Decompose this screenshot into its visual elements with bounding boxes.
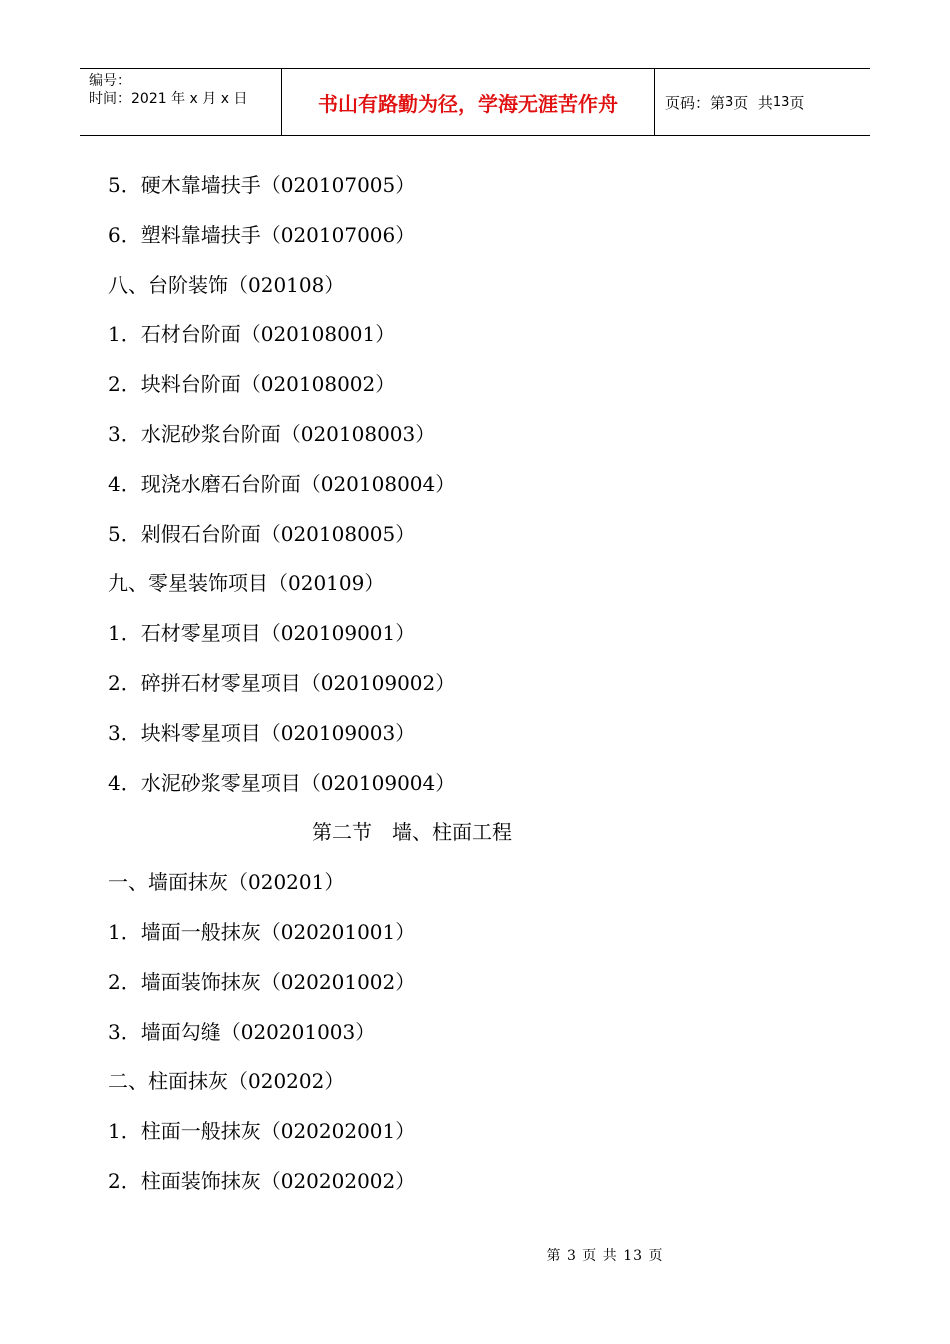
list-item: 2．块料台阶面（020108002）: [108, 372, 396, 397]
time-label: 时间：2021 年 x 月 x 日: [89, 91, 248, 107]
section-heading: 八、台阶装饰（020108）: [108, 272, 345, 297]
list-item: 1．石材台阶面（020108001）: [108, 322, 396, 347]
list-item: 5．剁假石台阶面（020108005）: [108, 521, 416, 546]
document-header: [80, 68, 870, 136]
list-item: 5．硬木靠墙扶手（020107005）: [108, 173, 416, 197]
section-heading: 二、柱面抹灰（020202）: [108, 1069, 345, 1094]
list-item: 6．塑料靠墙扶手（020107006）: [108, 222, 416, 247]
page-info-suffix: 页: [789, 93, 805, 112]
serial-label: 编号：: [89, 73, 131, 89]
page-footer: 第 3 页 共 13 页: [546, 1248, 664, 1264]
list-item: 4．水泥砂浆零星项目（020109004）: [108, 770, 456, 795]
list-item: 3．块料零星项目（020109003）: [108, 720, 416, 745]
chapter-title: 第二节 墙、柱面工程: [312, 820, 512, 845]
section-heading: 一、墙面抹灰（020201）: [108, 870, 345, 895]
list-item: 2．碎拼石材零星项目（020109002）: [108, 670, 456, 695]
section-heading: 九、零星装饰项目（020109）: [108, 571, 385, 596]
header-meta: [80, 69, 282, 135]
page-number: 3: [725, 94, 734, 110]
list-item: 1．墙面一般抹灰（020201001）: [108, 919, 416, 944]
header-motto: 书山有路勤为径，学海无涯苦作舟: [282, 69, 655, 135]
total-pages: 13: [772, 94, 790, 110]
list-item: 1．石材零星项目（020109001）: [108, 621, 416, 646]
list-item: 2．柱面装饰抹灰（020202002）: [108, 1168, 416, 1193]
list-item: 3．墙面勾缝（020201003）: [108, 1019, 376, 1044]
list-item: 1．柱面一般抹灰（020202001）: [108, 1119, 416, 1144]
list-item: 3．水泥砂浆台阶面（020108003）: [108, 421, 436, 446]
list-item: 4．现浇水磨石台阶面（020108004）: [108, 471, 456, 496]
page-info-prefix: 页码：第: [665, 93, 726, 112]
list-item: 2．墙面装饰抹灰（020201002）: [108, 969, 416, 994]
document-body: [108, 165, 848, 1211]
header-page-info: [655, 69, 870, 135]
page-info-mid: 页 共: [733, 93, 773, 112]
